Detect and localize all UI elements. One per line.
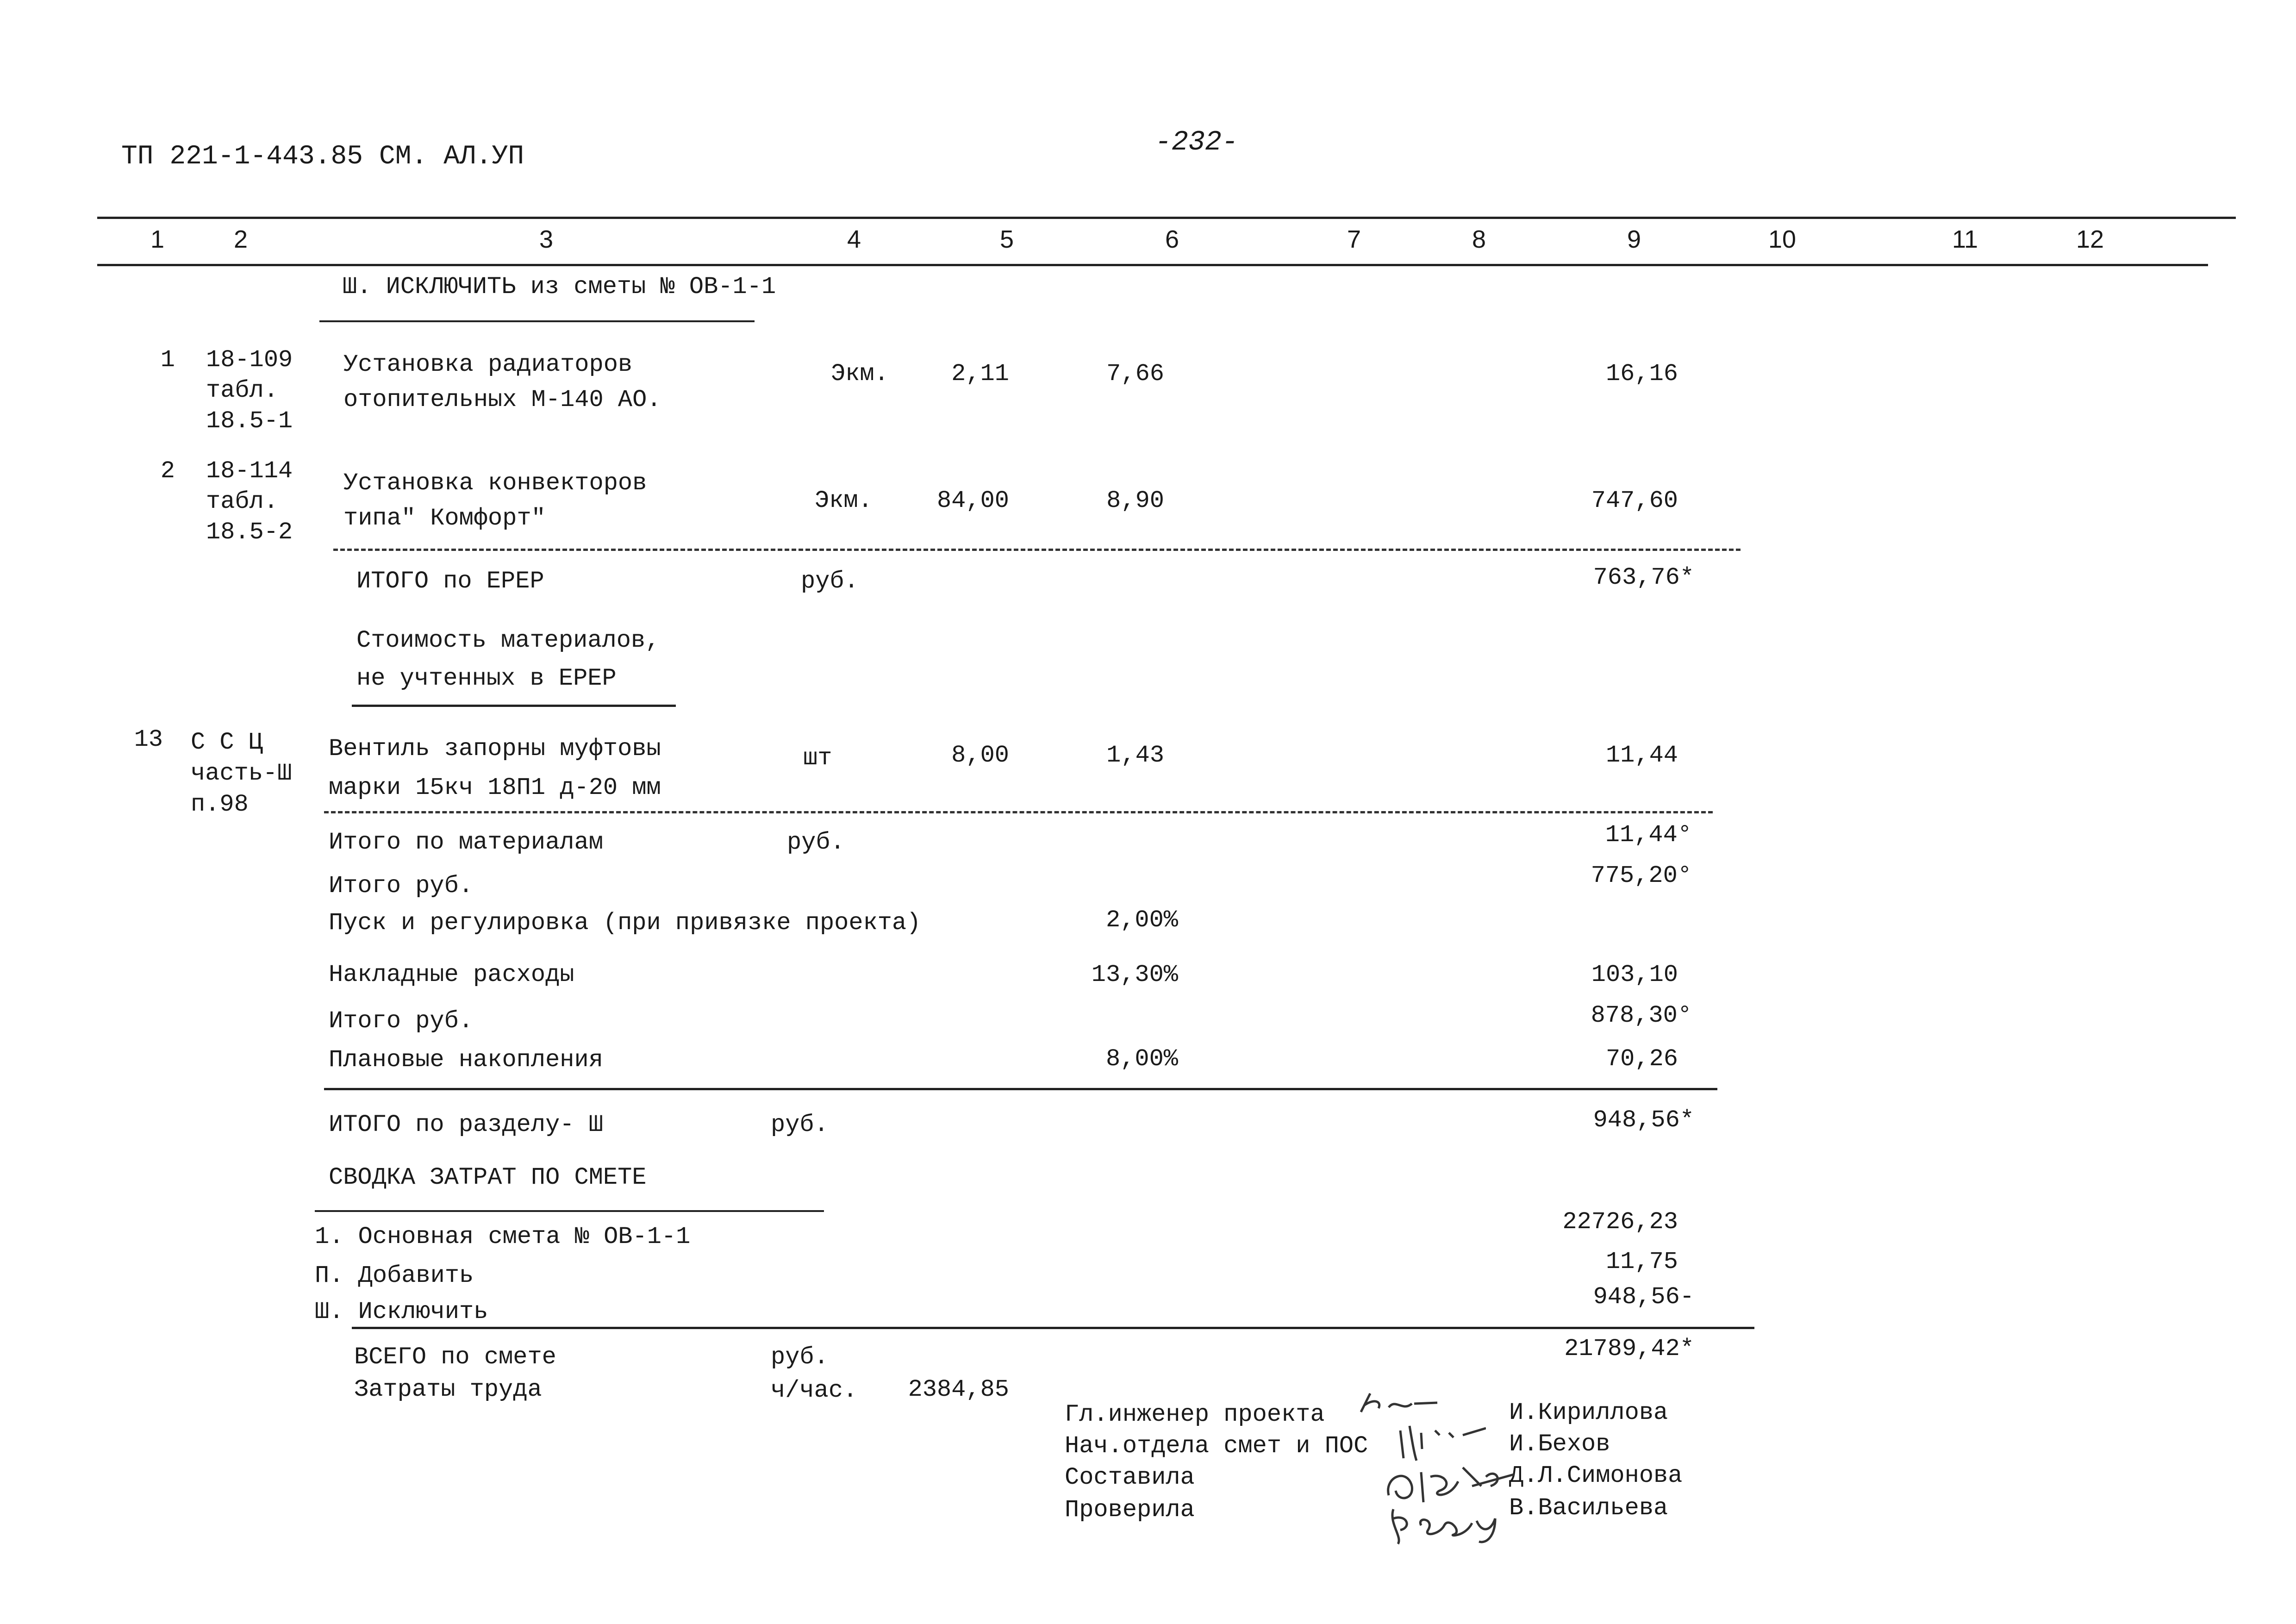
- svodka-item-label: Ш. Исключить: [315, 1298, 488, 1325]
- grand-total-label: ВСЕГО по смете: [354, 1343, 556, 1371]
- row-name-line: типа" Комфорт": [343, 505, 546, 532]
- row-number: 13: [134, 726, 163, 753]
- signature-role: Составила: [1065, 1464, 1195, 1491]
- row-divider: [324, 811, 1713, 813]
- summary-label: Итого руб.: [329, 1007, 474, 1035]
- materials-heading-line: не учтенных в ЕРЕР: [356, 665, 617, 692]
- column-header-3: 3: [539, 225, 554, 253]
- row-name-line: Установка радиаторов: [343, 351, 633, 378]
- svodka-item-value: 11,75: [1605, 1248, 1678, 1275]
- subtotal-unit: руб.: [801, 568, 859, 595]
- section-title-underline: [319, 320, 755, 322]
- section-total-unit: руб.: [771, 1111, 829, 1138]
- row-code-line: п.98: [191, 791, 249, 818]
- row-code-line: табл.: [206, 488, 279, 515]
- signature-role: Нач.отдела смет и ПОС: [1065, 1432, 1368, 1460]
- summary-label: Итого руб.: [329, 872, 474, 899]
- handwritten-signature: [1384, 1500, 1504, 1546]
- column-header-12: 12: [2076, 225, 2104, 253]
- column-header-11: 11: [1952, 225, 1978, 253]
- summary-label: Плановые накопления: [329, 1046, 603, 1074]
- signature-name: Д.Л.Симонова: [1509, 1462, 1683, 1489]
- svodka-rule: [315, 1210, 824, 1212]
- summary-total: 103,10: [1591, 961, 1678, 988]
- page-number: -232-: [1154, 127, 1239, 158]
- row-total: 747,60: [1591, 487, 1678, 514]
- handwritten-signature: [1356, 1384, 1449, 1421]
- summary-label: Пуск и регулировка (при привязке проекта): [329, 909, 921, 937]
- subtotal-label: ИТОГО по ЕРЕР: [356, 568, 544, 595]
- table-header-rule: [97, 264, 2208, 266]
- summary-total: 775,20°: [1591, 862, 1692, 889]
- column-header-2: 2: [233, 225, 248, 253]
- svodka-item-value: 22726,23: [1562, 1208, 1678, 1236]
- row-quantity: 84,00: [936, 487, 1009, 514]
- row-quantity: 2,11: [951, 360, 1009, 387]
- labor-value: 2384,85: [908, 1376, 1009, 1403]
- materials-heading-line: Стоимость материалов,: [356, 627, 660, 654]
- summary-total: 11,44°: [1605, 821, 1692, 849]
- materials-heading-underline: [352, 705, 676, 707]
- svodka-total-rule: [352, 1327, 1754, 1329]
- svodka-title: СВОДКА ЗАТРАТ ПО СМЕТЕ: [329, 1164, 647, 1191]
- row-quantity: 8,00: [951, 742, 1009, 769]
- row-name-line: Установка конвекторов: [343, 469, 647, 497]
- signature-name: В.Васильева: [1509, 1494, 1668, 1522]
- column-header-7: 7: [1347, 225, 1361, 253]
- summary-total: 878,30°: [1591, 1002, 1692, 1029]
- section-title: Ш. ИСКЛЮЧИТЬ из сметы № ОВ-1-1: [343, 273, 776, 300]
- signature-role: Проверила: [1065, 1496, 1195, 1524]
- row-code-line: часть-Ш: [191, 760, 292, 787]
- section-total-label: ИТОГО по разделу- Ш: [329, 1111, 603, 1138]
- summary-total: 70,26: [1605, 1045, 1678, 1073]
- summary-label: Итого по материалам: [329, 829, 603, 856]
- summary-label: Накладные расходы: [329, 961, 574, 988]
- signature-name: И.Кириллова: [1509, 1399, 1668, 1426]
- summary-percent: 13,30%: [1091, 961, 1178, 988]
- handwritten-signature: [1393, 1421, 1486, 1463]
- row-code-line: табл.: [206, 377, 279, 404]
- document-code: ТП 221-1-443.85 СМ. АЛ.УП: [121, 142, 524, 172]
- grand-total-unit: руб.: [771, 1343, 829, 1371]
- subtotal-total: 763,76*: [1593, 564, 1694, 591]
- labor-label: Затраты труда: [354, 1376, 542, 1403]
- section-total-value: 948,56*: [1593, 1106, 1694, 1134]
- row-name-line: Вентиль запорны муфтовы: [329, 735, 661, 762]
- svodka-item-label: П. Добавить: [315, 1262, 474, 1289]
- row-code-line: С С Ц: [191, 729, 263, 756]
- row-number: 2: [160, 457, 175, 485]
- grand-total-value: 21789,42*: [1564, 1335, 1694, 1362]
- row-price: 8,90: [1106, 487, 1164, 514]
- row-divider: [333, 549, 1741, 551]
- row-price: 1,43: [1106, 742, 1164, 769]
- svodka-item-label: 1. Основная смета № ОВ-1-1: [315, 1223, 691, 1250]
- row-unit: Экм.: [831, 360, 889, 387]
- svodka-item-value: 948,56-: [1593, 1283, 1694, 1311]
- row-code-line: 18-109: [206, 346, 293, 374]
- column-header-5: 5: [999, 225, 1014, 253]
- summary-unit: руб.: [787, 829, 845, 856]
- column-header-1: 1: [150, 225, 165, 253]
- row-unit: Экм.: [815, 487, 873, 514]
- column-header-10: 10: [1768, 225, 1797, 253]
- row-price: 7,66: [1106, 360, 1164, 387]
- section-total-rule: [324, 1088, 1717, 1090]
- row-name-line: марки 15кч 18П1 д-20 мм: [329, 774, 661, 801]
- summary-percent: 2,00%: [1105, 906, 1178, 934]
- row-number: 1: [160, 346, 175, 374]
- labor-unit: ч/час.: [771, 1377, 858, 1404]
- column-header-6: 6: [1165, 225, 1179, 253]
- summary-percent: 8,00%: [1105, 1045, 1178, 1073]
- row-total: 11,44: [1605, 742, 1678, 769]
- signature-name: И.Бехов: [1509, 1430, 1610, 1458]
- row-total: 16,16: [1605, 360, 1678, 387]
- row-code-line: 18.5-1: [206, 407, 293, 435]
- signature-role: Гл.инженер проекта: [1065, 1401, 1325, 1428]
- column-header-8: 8: [1472, 225, 1486, 253]
- row-name-line: отопительных М-140 АО.: [343, 386, 661, 413]
- column-header-4: 4: [847, 225, 861, 253]
- row-unit: шт: [803, 744, 832, 772]
- row-code-line: 18-114: [206, 457, 293, 485]
- table-top-rule: [97, 217, 2236, 219]
- column-header-9: 9: [1627, 225, 1641, 253]
- row-code-line: 18.5-2: [206, 518, 293, 546]
